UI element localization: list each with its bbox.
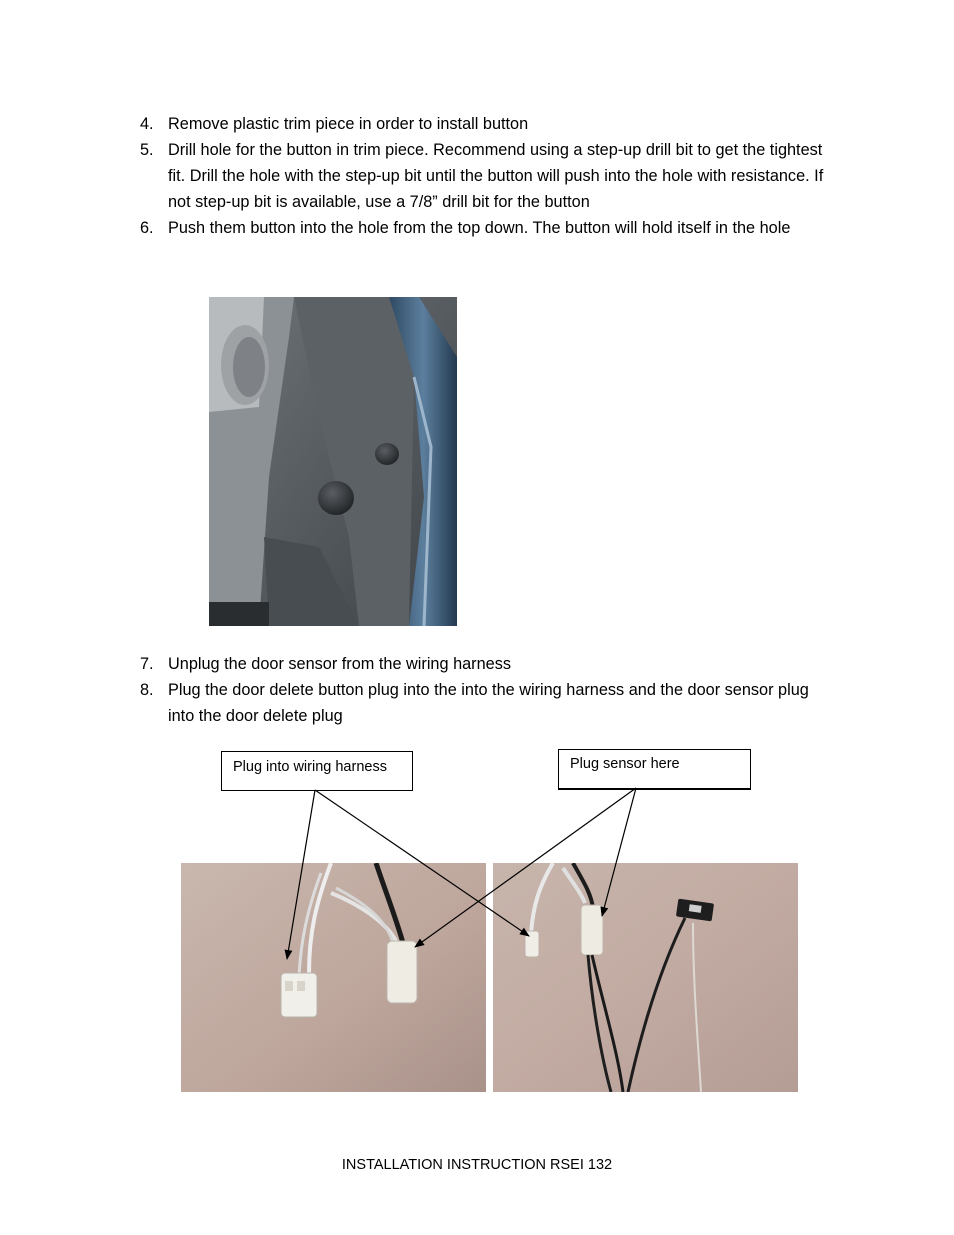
step-item bbox=[140, 677, 830, 729]
trim-button-photo bbox=[209, 297, 457, 626]
page-footer: INSTALLATION INSTRUCTION RSEI 132 bbox=[341, 1157, 613, 1173]
step-text: Drill hole for the button in trim piece. Recommend using a step-up drill bit to get the tightest fit. Drill the hole with the step-up bit until the button will push into the hole with resistance. If not step-up bit is available, use a 7/8” drill bit for the button bbox=[168, 141, 824, 211]
step-text: Push them button into the hole from the top down. The button will hold itself in the hole bbox=[168, 219, 791, 237]
step-number: 6. bbox=[140, 219, 154, 237]
step-number: 5. bbox=[140, 141, 154, 159]
step-item bbox=[140, 111, 830, 137]
step-item bbox=[140, 137, 830, 215]
step-number: 7. bbox=[140, 655, 154, 673]
instruction-steps-7-8 bbox=[140, 651, 830, 729]
instruction-steps-4-6 bbox=[140, 111, 830, 241]
step-text: Remove plastic trim piece in order to install button bbox=[168, 115, 529, 133]
callout-plug-sensor: Plug sensor here bbox=[558, 749, 751, 790]
step-text: Plug the door delete button plug into the into the wiring harness and the door sensor plug into the door delete plug bbox=[168, 681, 809, 725]
step-text: Unplug the door sensor from the wiring harness bbox=[168, 655, 511, 673]
step-item bbox=[140, 215, 830, 241]
step-number: 4. bbox=[140, 115, 154, 133]
step-item bbox=[140, 651, 830, 677]
sensor-connection-photo bbox=[493, 863, 798, 1092]
callout-plug-into-harness: Plug into wiring harness bbox=[221, 751, 413, 791]
harness-connectors-photo bbox=[181, 863, 486, 1092]
step-number: 8. bbox=[140, 681, 154, 699]
